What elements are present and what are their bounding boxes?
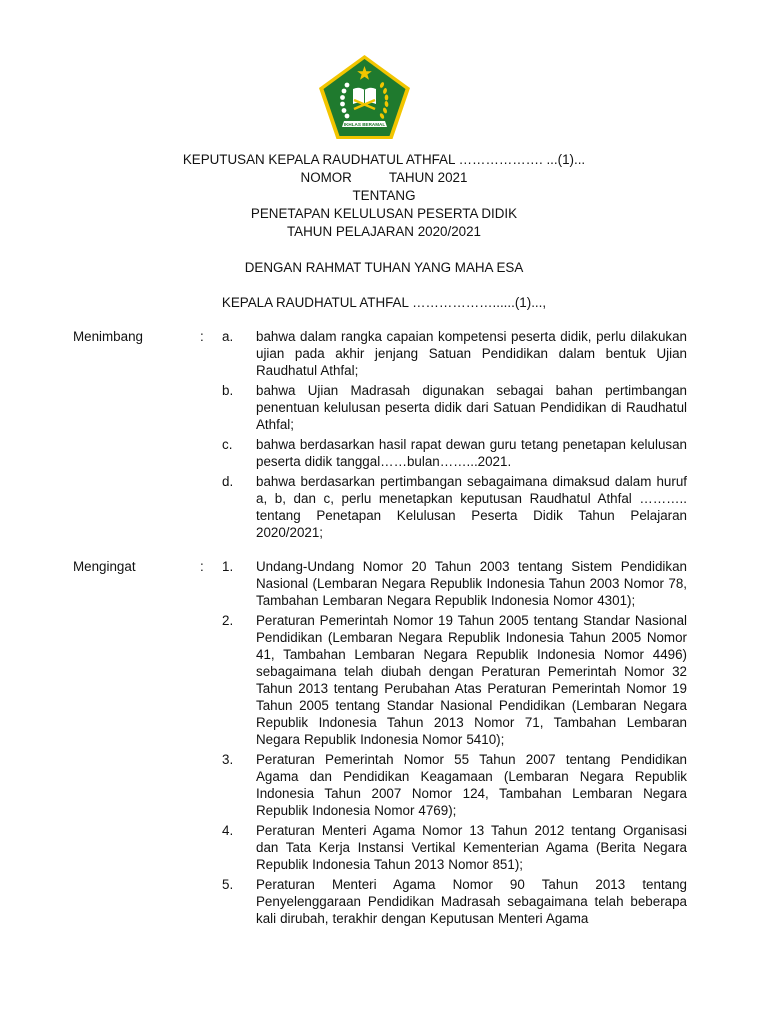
- item-text: Peraturan Pemerintah Nomor 55 Tahun 2007 tentang Pendidikan Agama dan Pendidikan Keagamaan (Lembaran Negara Republik Indonesia Tahun 2007 Nomor 124, Tambahan Lembaran Negara Republik Indonesia Nomor 4769);: [256, 752, 687, 818]
- mengingat-label: Mengingat: [73, 559, 136, 574]
- blessing-line: DENGAN RAHMAT TUHAN YANG MAHA ESA: [244, 260, 524, 275]
- item-text: bahwa dalam rangka capaian kompetensi peserta didik, perlu dilakukan ujian pada akhir jenjang Satuan Pendidikan dalam bentuk Ujian Raudhatul Athfal;: [256, 329, 687, 378]
- svg-text:IKHLAS BERAMAL: IKHLAS BERAMAL: [343, 121, 386, 127]
- item-text: Peraturan Pemerintah Nomor 19 Tahun 2005 tentang Standar Nasional Pendidikan (Lembaran Negara Republik Indonesia Tahun 2005 Nomor 41, Tambahan Lembaran Negara Republik Indonesia Nomor 4496) sebagaimana telah diubah dengan Peraturan Pemerintah Nomor 32 Tahun 2013 tentang Perubahan Atas Peraturan Pemerintah Nomor 19 Tahun 2005 tentang Standar Nasional Pendidikan (Lembaran Negara Republik Indonesia Tahun 2013 Nomor 71, Tambahan Lembaran Negara Republik Indonesia Nomor 5410);: [256, 613, 687, 747]
- decree-subject: PENETAPAN KELULUSAN PESERTA DIDIK: [250, 206, 518, 221]
- mengingat-item: [222, 876, 687, 927]
- mengingat-item: [222, 612, 687, 748]
- item-marker: 4.: [222, 823, 234, 838]
- item-marker: a.: [222, 329, 234, 344]
- decree-academic-year: TAHUN PELAJARAN 2020/2021: [286, 224, 481, 239]
- menimbang-colon: :: [200, 329, 204, 344]
- item-text: Peraturan Menteri Agama Nomor 90 Tahun 2013 tentang Penyelenggaraan Pendidikan Madrasah sebagaimana telah beberapa kali dirubah, terakhir dengan Keputusan Menteri Agama: [256, 877, 687, 926]
- item-text: Undang-Undang Nomor 20 Tahun 2003 tentang Sistem Pendidikan Nasional (Lembaran Negara Republik Indonesia Tahun 2003 Nomor 78, Tambahan Lembaran Negara Republik Indonesia Nomor 4301);: [256, 559, 687, 608]
- menimbang-item: [222, 436, 687, 470]
- item-text: bahwa berdasarkan hasil rapat dewan guru tetang penetapan kelulusan peserta didik tanggal……bulan……...2021.: [256, 437, 687, 469]
- menimbang-item: [222, 382, 687, 433]
- item-marker: d.: [222, 474, 234, 489]
- item-marker: c.: [222, 437, 233, 452]
- item-marker: 3.: [222, 752, 234, 767]
- menimbang-label: Menimbang: [73, 329, 143, 344]
- decree-title: KEPUTUSAN KEPALA RAUDHATUL ATHFAL ………………. ...(1)...: [182, 152, 586, 167]
- kemenag-emblem-logo: [317, 53, 412, 141]
- menimbang-list: [222, 328, 687, 544]
- item-marker: 2.: [222, 613, 234, 628]
- mengingat-colon: :: [200, 559, 204, 574]
- mengingat-item: [222, 751, 687, 819]
- item-marker: b.: [222, 383, 234, 398]
- mengingat-list: [222, 558, 687, 930]
- item-marker: 1.: [222, 559, 234, 574]
- decree-number: NOMOR TAHUN 2021: [300, 170, 468, 185]
- item-text: bahwa Ujian Madrasah digunakan sebagai bahan pertimbangan penentuan kelulusan peserta didik dari Satuan Pendidikan di Raudhatul Athfal;: [256, 383, 687, 432]
- menimbang-item: [222, 328, 687, 379]
- menimbang-item: [222, 473, 687, 541]
- decree-tentang: TENTANG: [352, 188, 416, 203]
- official-title: KEPALA RAUDHATUL ATHFAL ………………......(1)...,: [221, 295, 547, 310]
- mengingat-item: [222, 558, 687, 609]
- item-text: bahwa berdasarkan pertimbangan sebagaimana dimaksud dalam huruf a, b, dan c, perlu menetapkan keputusan Raudhatul Athfal ……….. tentang Penetapan Kelulusan Peserta Didik Tahun Pelajaran 2020/2021;: [256, 474, 687, 540]
- item-marker: 5.: [222, 877, 234, 892]
- mengingat-item: [222, 822, 687, 873]
- item-text: Peraturan Menteri Agama Nomor 13 Tahun 2012 tentang Organisasi dan Tata Kerja Instansi Vertikal Kementerian Agama (Berita Negara Republik Indonesia Tahun 2013 Nomor 851);: [256, 823, 687, 872]
